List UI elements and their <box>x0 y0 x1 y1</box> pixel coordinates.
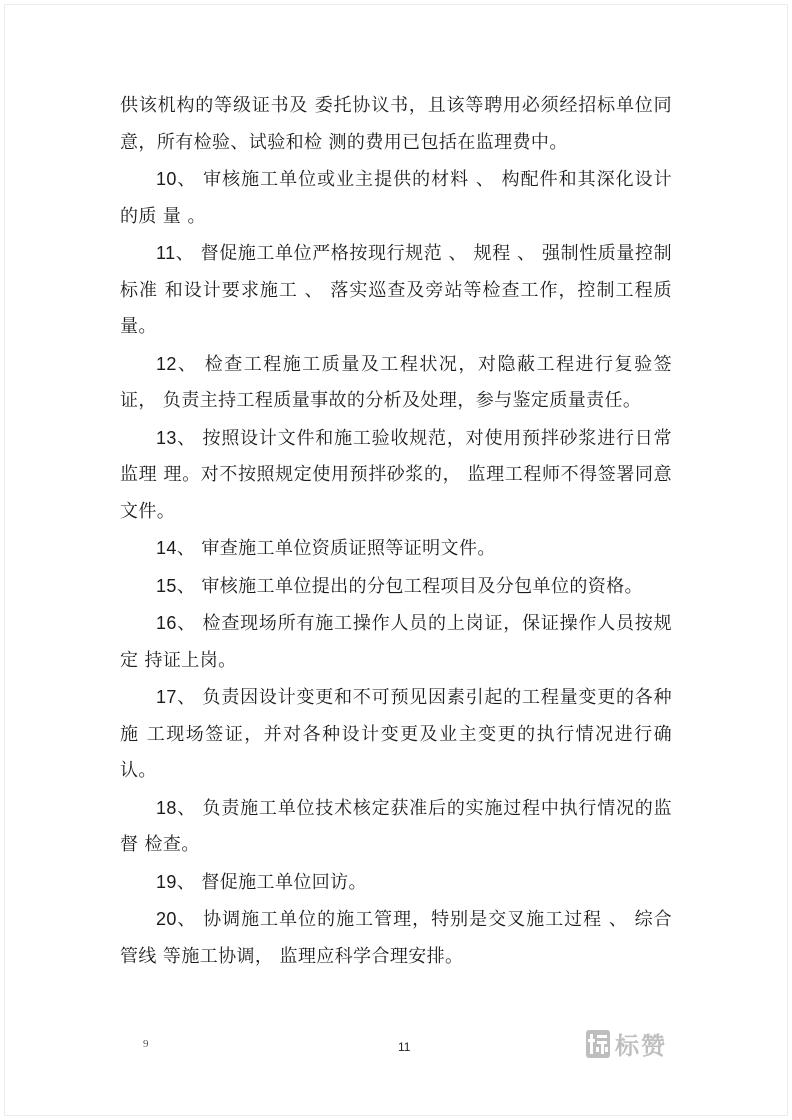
item-number: 15 <box>156 575 177 596</box>
paragraph-item-18 <box>120 790 672 864</box>
paragraph-text: 、 协调施工单位的施工管理，特别是交叉施工过程 、 综合管线 等施工协调， 监理应科学合理安排。 <box>120 909 672 967</box>
watermark-text: 标赞 <box>615 1032 667 1060</box>
paragraph-text: 、 审查施工单位资质证照等证明文件。 <box>176 538 496 559</box>
item-number: 19 <box>156 871 177 892</box>
item-number: 13 <box>156 427 177 448</box>
paragraph-text: 、 按照设计文件和施工验收规范，对使用预拌砂浆进行日常监理 理。对不按照规定使用预拌砂浆的， 监理工程师不得签署同意文件。 <box>120 427 672 522</box>
paragraph-text: 、 负责因设计变更和不可预见因素引起的工程量变更的各种施 工现场签证，并对各种设计变更及业主变更的执行情况进行确认。 <box>120 687 672 781</box>
paragraph-text: 、 审核施工单位提出的分包工程项目及分包单位的资格。 <box>176 575 643 597</box>
paragraph-item-11 <box>120 235 672 346</box>
paragraph-text: 、 检查现场所有施工操作人员的上岗证，保证操作人员按规定 持证上岗。 <box>120 613 672 671</box>
item-number: 14 <box>156 538 177 558</box>
paragraph-item-12 <box>120 346 672 420</box>
biaozan-logo-icon <box>585 1029 611 1059</box>
paragraph-text: 、 审核施工单位或业主提供的材料 、 构配件和其深化设计的质 量 。 <box>120 169 672 227</box>
watermark <box>585 1026 667 1061</box>
paragraph-item-15 <box>120 568 672 606</box>
item-number: 10 <box>156 169 177 189</box>
paragraph-text: 、 督促施工单位回访。 <box>176 871 367 893</box>
paragraph-item-17 <box>120 679 672 790</box>
paragraph-item-10 <box>120 161 672 235</box>
paragraph-text: 、 督促施工单位严格按现行规范 、 规程 、 强制性质量控制标准 和设计要求施工 、 落实巡查及旁站等检查工作，控制工程质量。 <box>120 243 672 337</box>
item-number: 20 <box>156 909 177 929</box>
paragraph-text: 、 负责施工单位技术核定获准后的实施过程中执行情况的监督 检查。 <box>120 797 672 855</box>
item-number: 18 <box>156 797 177 818</box>
paragraph-text: 供该机构的等级证书及 委托协议书，且该等聘用必须经招标单位同意，所有检验、试验和检 测的费用已包括在监理费中。 <box>120 95 672 153</box>
item-number: 16 <box>156 613 177 633</box>
paragraph-item-13 <box>120 420 672 531</box>
paragraph-item-20 <box>120 901 672 975</box>
small-page-number: 9 <box>143 1038 149 1050</box>
item-number: 12 <box>156 353 177 374</box>
paragraph-continuation <box>120 88 672 161</box>
paragraph-item-14 <box>120 530 672 568</box>
page-number: 11 <box>398 1040 411 1054</box>
paragraph-item-16 <box>120 605 672 679</box>
item-number: 17 <box>156 687 177 707</box>
paragraph-text: 、 检查工程施工质量及工程状况，对隐蔽工程进行复验签证， 负责主持工程质量事故的分析及处理，参与鉴定质量责任。 <box>120 353 672 411</box>
item-number: 11 <box>156 243 176 263</box>
document-body <box>120 88 672 975</box>
paragraph-item-19 <box>120 864 672 902</box>
